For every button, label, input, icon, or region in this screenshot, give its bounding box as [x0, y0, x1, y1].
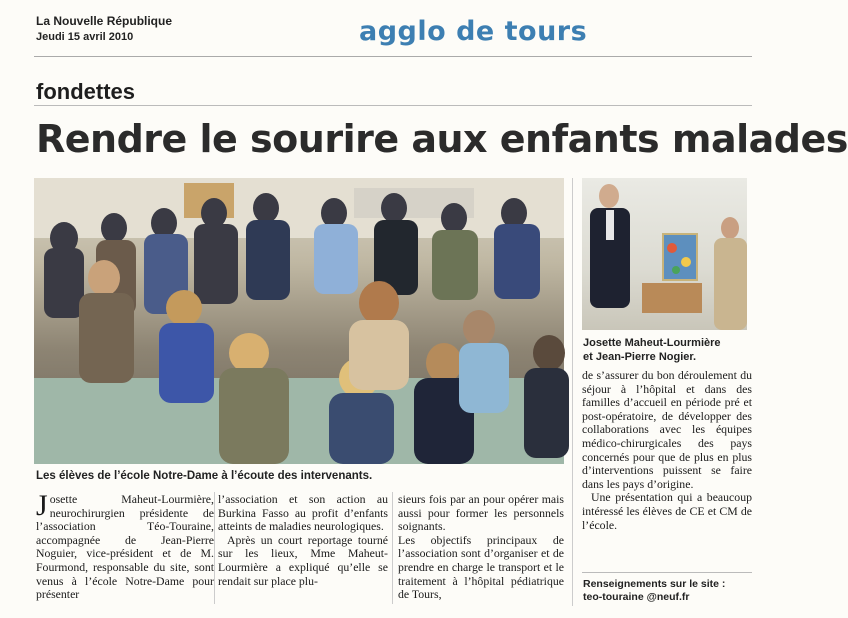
column-paragraph: Les objectifs principaux de l’association sont d’organiser et de prendre en charge le transport et le traitement à l’hôpital pédiatrique de Tours,	[398, 532, 564, 602]
info-contact: teo-touraine @neuf.fr	[583, 591, 690, 603]
article-column-3	[398, 493, 564, 602]
column-paragraph: de s’assurer du bon déroulement du séjour à l’hôpital et dans des familles d’accueil en période pré et post-opératoire, de développer des collaborations avec les équipes médico-chirurgicales des pays concernés pour que de plus en plus d’interventions puissent se faire dans les pays d’origine.	[582, 368, 752, 491]
column-separator	[214, 492, 215, 604]
rubric: fondettes	[36, 79, 135, 104]
newspaper-name: La Nouvelle République	[36, 14, 173, 28]
masthead-rule	[34, 56, 752, 57]
speakers-photo	[582, 178, 747, 330]
side-caption-line-2: et Jean-Pierre Nogier.	[583, 351, 697, 363]
info-label: Renseignements sur le site :	[583, 578, 726, 590]
side-caption-line-1: Josette Maheut-Lourmière	[583, 337, 721, 349]
side-photo-caption	[583, 336, 753, 364]
column-paragraph: Après un court reportage tourné sur les lieux, Mme Maheut-Lourmière a expliqué qu’elle se rendait sur place plu-	[218, 532, 388, 588]
headline: Rendre le sourire aux enfants malades	[36, 117, 848, 161]
column-paragraph: l’association et son action au Burkina Fasso au profit d’enfants atteints de maladies neurologiques.	[218, 492, 388, 534]
article-column-4	[582, 369, 752, 532]
rubric-rule	[34, 105, 752, 106]
issue-date: Jeudi 15 avril 2010	[36, 31, 134, 43]
main-photo-caption: Les élèves de l’école Notre-Dame à l’écoute des intervenants.	[36, 470, 373, 482]
info-rule	[582, 572, 752, 573]
article-column-2	[218, 493, 388, 588]
column-text: osette Maheut-Lourmière, neurochirurgien présidente de l’association Téo-Touraine, accompagnée de Jean-Pierre Noguier, vice-président et de M. Fourmond, responsable du site, sont venus à l’école Notre-Dame pour présenter	[36, 492, 214, 602]
article-column-1	[36, 489, 214, 602]
section-title: agglo de tours	[359, 16, 588, 47]
masthead	[36, 14, 756, 50]
column-separator	[392, 492, 393, 604]
drop-cap: J	[36, 489, 48, 522]
column-separator	[572, 178, 573, 606]
info-box	[583, 578, 753, 604]
classroom-photo	[34, 178, 564, 464]
column-paragraph: sieurs fois par an pour opérer mais aussi pour former les personnels soignants.	[398, 492, 564, 534]
column-paragraph: Une présentation qui a beaucoup intéressé les élèves de CE et CM de l’école.	[582, 490, 752, 532]
